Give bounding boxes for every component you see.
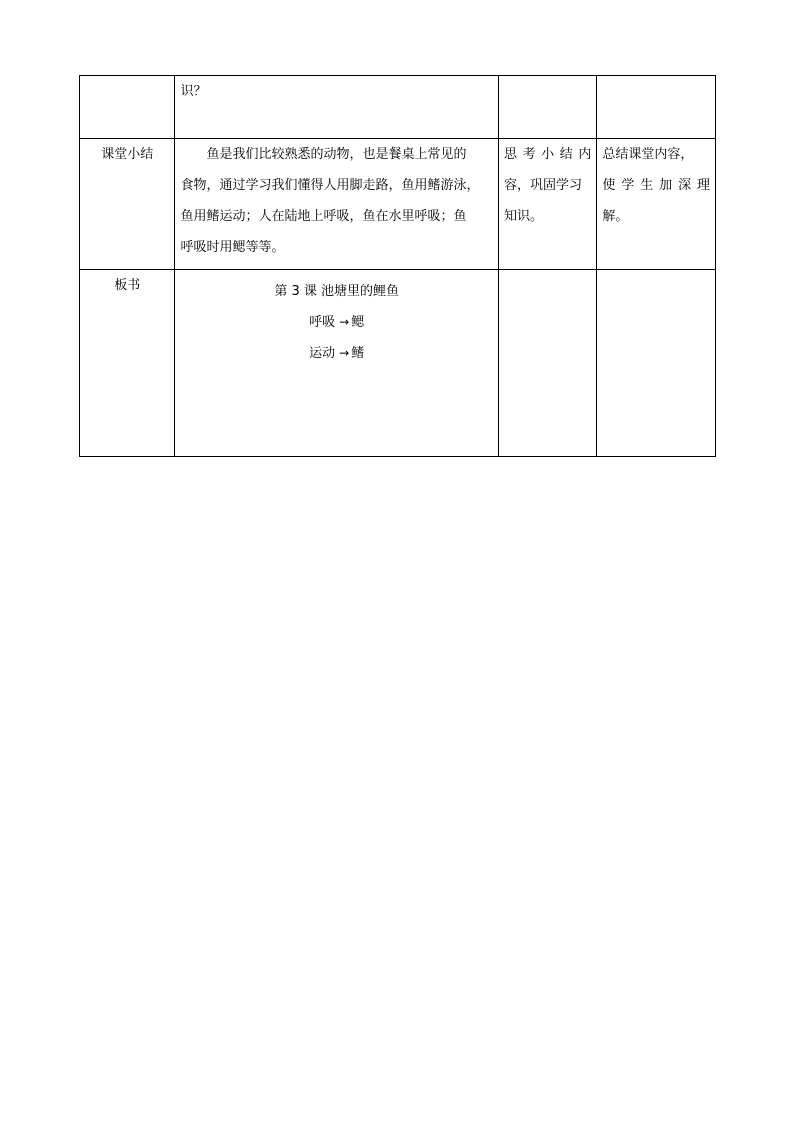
table-row xyxy=(80,139,716,270)
term-breathing: 呼吸 xyxy=(309,315,336,330)
term-fins: 鳍 xyxy=(351,346,365,361)
content-cell xyxy=(175,139,499,270)
content-text: 识？ xyxy=(180,84,207,99)
blackboard-title: 第 3 课 池塘里的鲤鱼 xyxy=(274,284,400,299)
content-cell xyxy=(175,76,499,139)
summary-line: 食物，通过学习我们懂得人用脚走路，鱼用鳍游泳， xyxy=(180,178,480,193)
blackboard-cell xyxy=(175,270,499,457)
student-activity-cell xyxy=(498,139,596,270)
term-movement: 运动 xyxy=(309,346,336,361)
design-intent-cell xyxy=(597,76,716,139)
student-activity-cell xyxy=(498,270,596,457)
arrow-right-icon: → xyxy=(339,346,350,360)
student-activity-line: 知识。 xyxy=(503,209,543,224)
design-intent-line: 总结课堂内容， xyxy=(602,147,694,162)
student-activity-line: 容，巩固学习 xyxy=(503,178,582,193)
row-label-cell xyxy=(80,270,175,457)
student-activity-line: 思考小结内 xyxy=(503,147,592,162)
lesson-plan-table xyxy=(79,75,716,457)
blackboard-line-movement xyxy=(175,338,498,369)
design-intent-cell xyxy=(597,270,716,457)
blackboard-line-breathing xyxy=(175,307,498,338)
summary-line: 鱼用鳍运动；人在陆地上呼吸，鱼在水里呼吸；鱼 xyxy=(180,209,467,224)
summary-line: 鱼是我们比较熟悉的动物，也是餐桌上常见的 xyxy=(206,147,467,162)
row-label xyxy=(80,76,174,84)
summary-line: 呼吸时用鳃等等。 xyxy=(180,240,285,255)
design-intent-cell xyxy=(597,139,716,270)
table-row xyxy=(80,76,716,139)
arrow-right-icon: → xyxy=(339,315,350,329)
student-activity-text xyxy=(499,76,596,88)
term-gills: 鳃 xyxy=(351,315,365,330)
row-label-cell xyxy=(80,76,175,139)
row-label-blackboard: 板书 xyxy=(114,278,141,293)
design-intent-line: 使学生加深理 xyxy=(602,178,710,193)
student-activity-cell xyxy=(498,76,596,139)
table-row xyxy=(80,270,716,457)
design-intent-text xyxy=(597,76,715,88)
blackboard-design xyxy=(175,270,498,369)
row-label-cell xyxy=(80,139,175,270)
row-label-summary: 课堂小结 xyxy=(101,147,154,162)
design-intent-line: 解。 xyxy=(602,209,629,224)
